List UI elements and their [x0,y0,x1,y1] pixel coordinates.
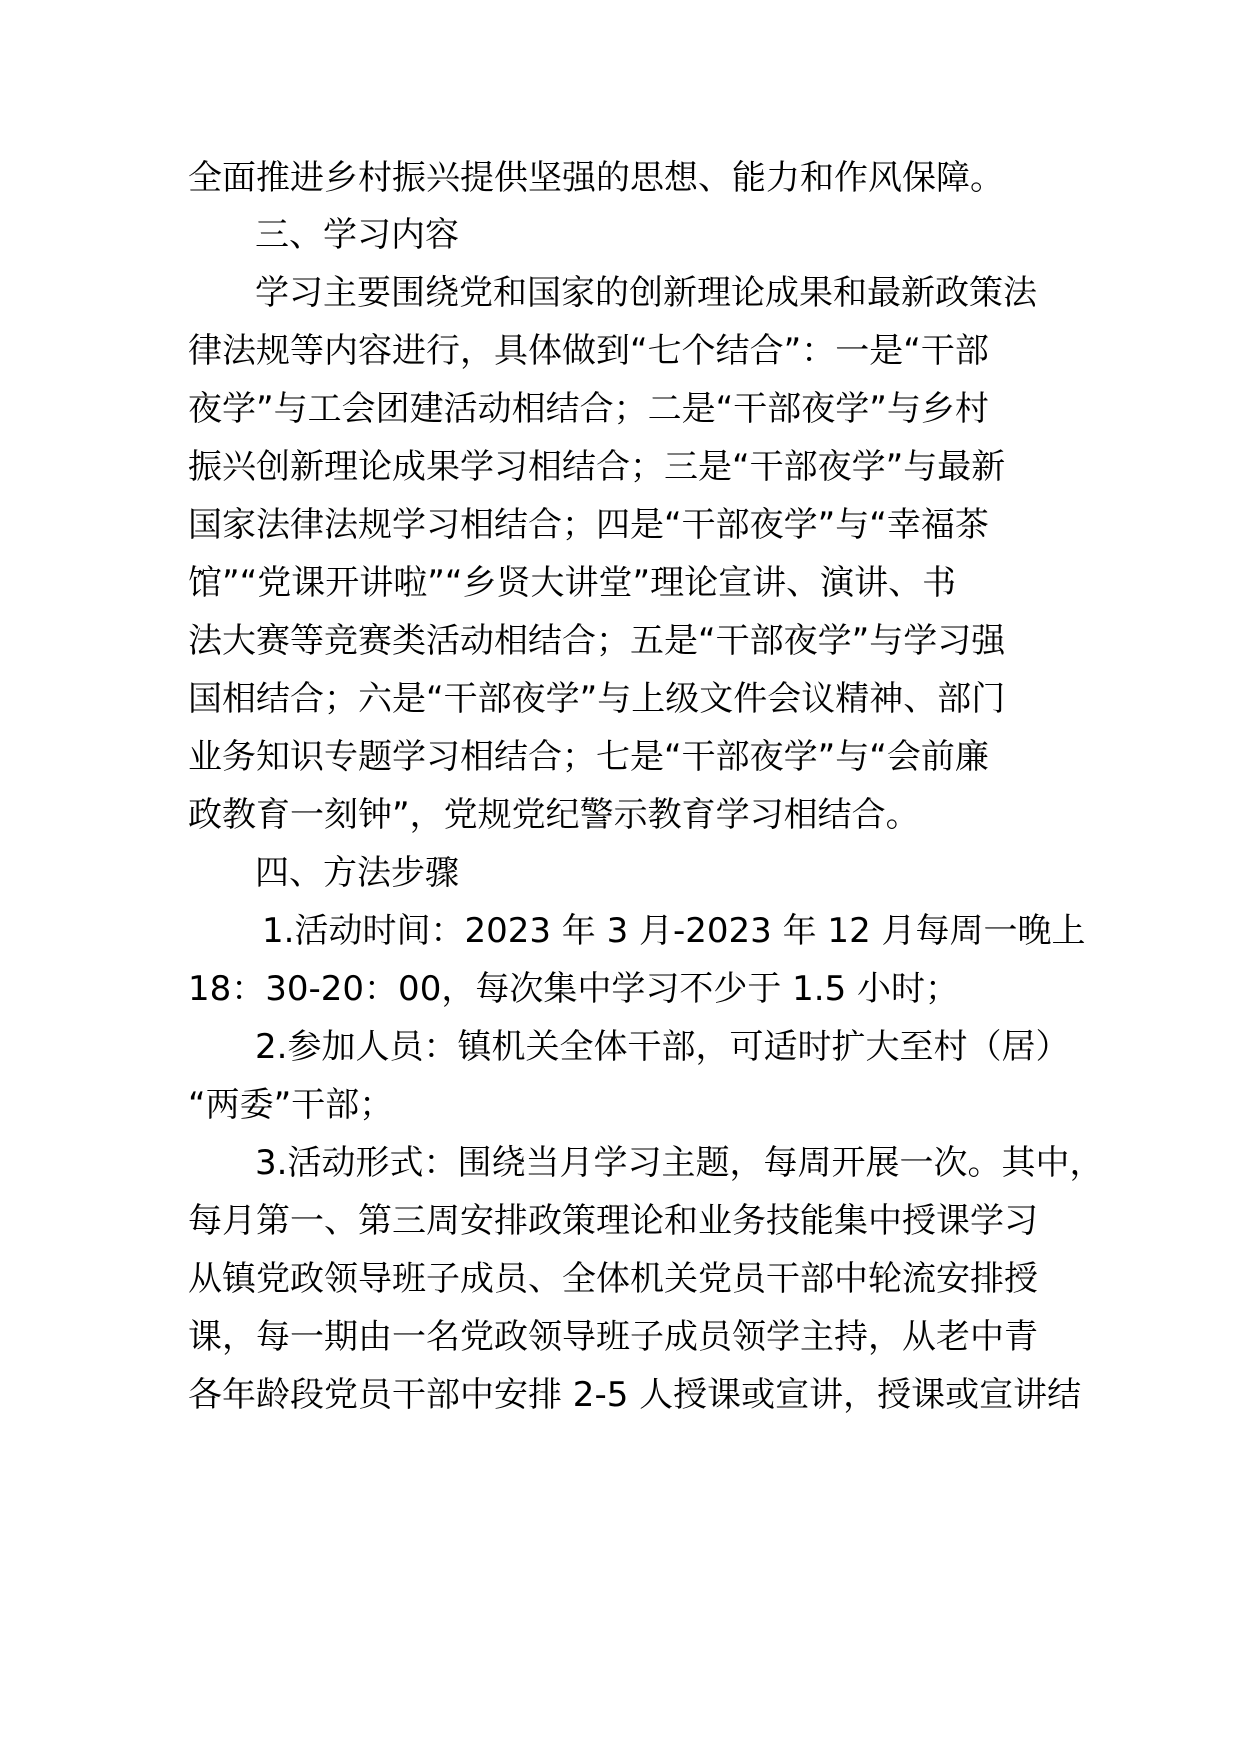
body-text-line: 各年龄段党员干部中安排 2-5 人授课或宣讲，授课或宣讲结 [188,1375,1082,1415]
body-text-line: 夜学”与工会团建活动相结合；二是“干部夜学”与乡村 [188,389,989,429]
section-heading: 三、学习内容 [255,215,459,255]
body-text-line: 18：30-20：00，每次集中学习不少于 1.5 小时； [188,969,960,1009]
body-text-line: 2.参加人员：镇机关全体干部，可适时扩大至村（居） [255,1027,1070,1067]
body-text-line: 学习主要围绕党和国家的创新理论成果和最新政策法 [255,273,1037,313]
body-text-line: 国家法律法规学习相结合；四是“干部夜学”与“幸福茶 [188,505,989,545]
body-text-line: 1.活动时间：2023 年 3 月-2023 年 12 月每周一晚上 [262,911,1086,951]
body-text-line: 全面推进乡村振兴提供坚强的思想、能力和作风保障。 [188,158,1004,198]
body-text-line: 3.活动形式：围绕当月学习主题，每周开展一次。其中， [255,1143,1104,1183]
body-text-line: 课，每一期由一名党政领导班子成员领学主持，从老中青 [188,1317,1038,1357]
body-text-line: 业务知识专题学习相结合；七是“干部夜学”与“会前廉 [188,737,989,777]
body-text-line: 每月第一、第三周安排政策理论和业务技能集中授课学习 [188,1201,1038,1241]
body-text-line: 律法规等内容进行，具体做到“七个结合”：一是“干部 [188,331,989,371]
section-heading: 四、方法步骤 [255,853,459,893]
body-text-line: 从镇党政领导班子成员、全体机关党员干部中轮流安排授 [188,1259,1038,1299]
body-text-line: 法大赛等竞赛类活动相结合；五是“干部夜学”与学习强 [188,621,1006,661]
body-text-line: 馆”“党课开讲啦”“乡贤大讲堂”理论宣讲、演讲、书 [188,563,957,603]
body-text-line: 振兴创新理论成果学习相结合；三是“干部夜学”与最新 [188,447,1006,487]
body-text-line: 政教育一刻钟”，党规党纪警示教育学习相结合。 [188,795,920,835]
body-text-line: 国相结合；六是“干部夜学”与上级文件会议精神、部门 [188,679,1006,719]
body-text-line: “两委”干部； [188,1085,394,1125]
